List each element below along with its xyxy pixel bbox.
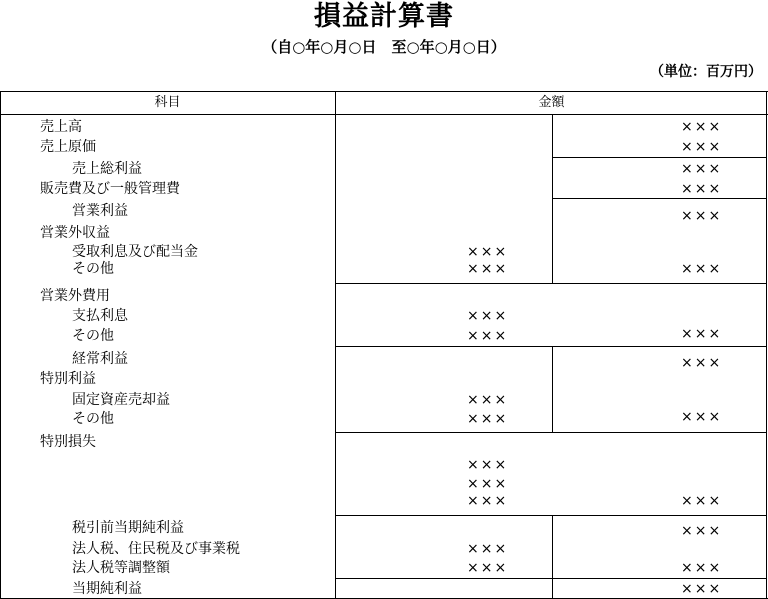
total-amount: ××× [681,493,723,509]
detail-amount: ××× [467,244,509,260]
total-amount: ××× [681,208,723,224]
account-label: 特別利益 [40,371,96,387]
document-title: 損益計算書 [314,1,454,32]
subtotal-rule [552,198,767,199]
account-label: 売上原価 [40,139,96,155]
table-left-border [0,91,1,599]
detail-amount: ××× [467,328,509,344]
account-label: 営業外費用 [40,288,110,304]
total-amount: ××× [681,119,723,135]
account-label: 法人税、住民税及び事業税 [72,541,240,557]
section-rule [336,578,767,579]
detail-amount: ××× [467,476,509,492]
total-amount: ××× [681,261,723,277]
account-label: 法人税等調整額 [72,560,170,576]
section-rule [336,283,767,284]
total-amount: ××× [681,409,723,425]
amount-subcolumn-divider [552,515,553,599]
header-amount: 金額 [538,95,565,110]
detail-amount: ××× [467,541,509,557]
amount-subcolumn-divider [552,115,553,283]
account-label: 売上高 [40,119,82,135]
account-label: 経常利益 [72,351,128,367]
account-label: 特別損失 [40,434,96,450]
section-rule [336,515,767,516]
total-amount: ××× [681,560,723,576]
total-amount: ××× [681,161,723,177]
detail-amount: ××× [467,308,509,324]
total-amount: ××× [681,326,723,342]
detail-amount: ××× [467,493,509,509]
account-label: その他 [72,328,114,344]
detail-amount: ××× [467,392,509,408]
account-label: 営業外収益 [40,225,110,241]
account-label: 固定資産売却益 [72,392,170,408]
detail-amount: ××× [467,457,509,473]
unit-label: （単位：百万円） [650,64,762,80]
account-label: 支払利息 [72,308,128,324]
detail-amount: ××× [467,560,509,576]
account-label: 税引前当期純利益 [72,520,184,536]
account-label: 受取利息及び配当金 [72,244,198,260]
total-amount: ××× [681,581,723,597]
detail-amount: ××× [467,261,509,277]
total-amount: ××× [681,139,723,155]
amount-subcolumn-divider [552,346,553,432]
total-amount: ××× [681,181,723,197]
section-rule [336,432,767,433]
detail-amount: ××× [467,411,509,427]
header-account: 科目 [154,95,181,110]
section-rule [336,346,767,347]
column-divider-account-amount [335,91,336,599]
account-label: 販売費及び一般管理費 [40,181,180,197]
account-label: その他 [72,411,114,427]
header-bottom-border [0,114,768,115]
subtotal-rule [552,157,767,158]
account-label: その他 [72,261,114,277]
period-subtitle: （自○年○月○日 至○年○月○日） [262,38,506,56]
account-label: 売上総利益 [72,161,142,177]
account-label: 当期純利益 [72,581,142,597]
total-amount: ××× [681,355,723,371]
account-label: 営業利益 [72,203,128,219]
total-amount: ××× [681,523,723,539]
table-right-border [766,91,767,599]
